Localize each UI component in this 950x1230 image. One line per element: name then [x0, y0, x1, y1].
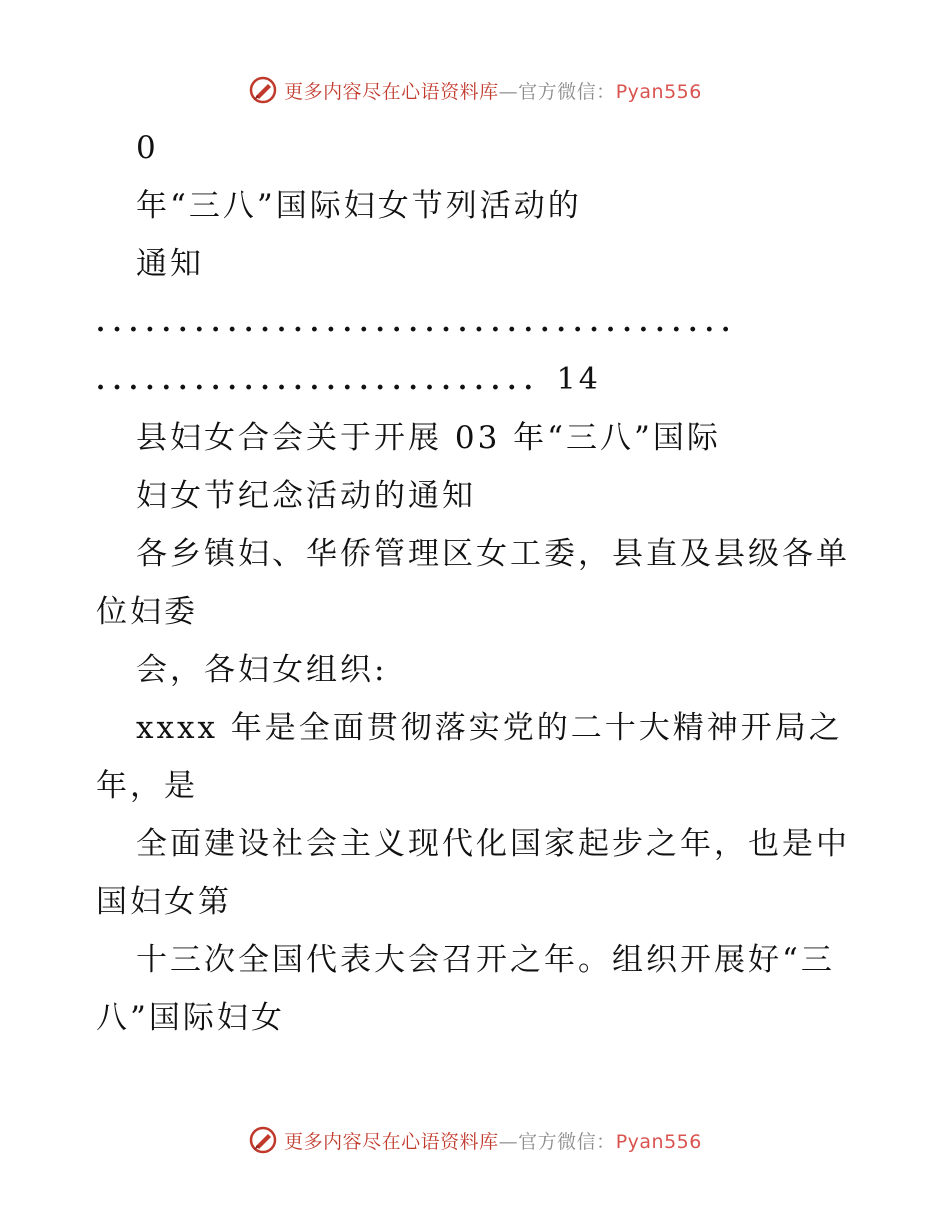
- banner-dash: —: [498, 80, 519, 103]
- banner-wechat-label: 官方微信：: [518, 80, 616, 103]
- banner-title: 更多内容尽在心语资料库: [284, 1130, 499, 1153]
- pen-logo-icon: [248, 1125, 278, 1155]
- toc-line-3: 通知: [136, 246, 204, 282]
- paragraph-5-line-1: 十三次全国代表大会召开之年。组织开展好“三: [136, 942, 835, 978]
- paragraph-4-line-1: 全面建设社会主义现代化国家起步之年，也是中: [136, 826, 850, 862]
- paragraph-1-line-2: 位妇委: [96, 594, 198, 630]
- paragraph-5-line-2: 八”国际妇女: [96, 1000, 285, 1036]
- toc-line-1: 0: [136, 130, 159, 166]
- pen-logo-icon: [248, 75, 278, 105]
- toc-leader-dots-2: [96, 363, 601, 398]
- banner-dash: —: [498, 1130, 519, 1153]
- banner-text: [284, 77, 702, 104]
- paragraph-4-line-2: 国妇女第: [96, 884, 232, 920]
- paragraph-1-line-1: 各乡镇妇、华侨管理区女工委，县直及县级各单: [136, 536, 850, 572]
- banner-wechat-label: 官方微信：: [518, 1130, 616, 1153]
- footer-banner: [0, 1120, 950, 1160]
- toc-leader-dots-2-text: ...........................: [96, 366, 541, 396]
- header-banner: [0, 70, 950, 110]
- banner-wechat-handle: Pyan556: [615, 1130, 702, 1153]
- toc-leader-dots-1: .......................................: [96, 308, 738, 338]
- banner-title: 更多内容尽在心语资料库: [284, 80, 499, 103]
- toc-line-2: 年“三八”国际妇女节列活动的: [136, 188, 582, 224]
- paragraph-3-line-1: xxxx 年是全面贯彻落实党的二十大精神开局之: [136, 710, 843, 746]
- paragraph-3-line-2: 年，是: [96, 768, 198, 804]
- paragraph-2: 会，各妇女组织:: [136, 652, 388, 688]
- banner-wechat-handle: Pyan556: [615, 80, 702, 103]
- notice-title-line-2: 妇女节纪念活动的通知: [136, 478, 476, 514]
- toc-page-number: 14: [556, 362, 601, 397]
- notice-title-line-1: 县妇女合会关于开展 03 年“三八”国际: [136, 420, 721, 456]
- banner-text: [284, 1127, 702, 1154]
